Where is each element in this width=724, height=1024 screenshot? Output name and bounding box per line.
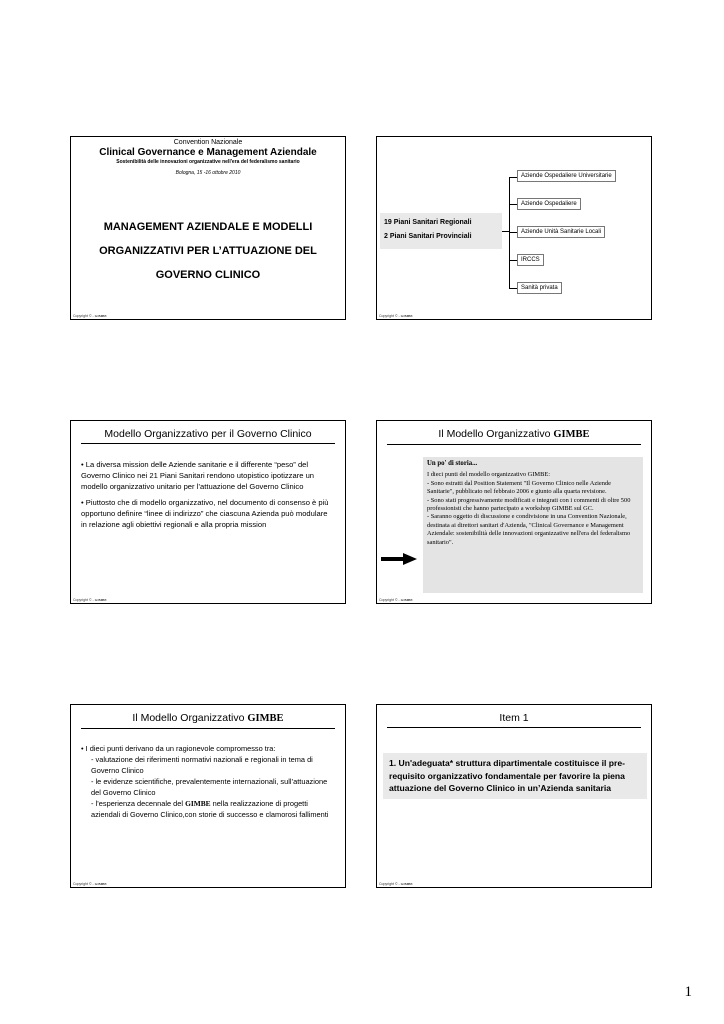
copyright: Copyright © - GIMBE — [379, 598, 413, 602]
connector-line — [502, 231, 509, 232]
copyright: Copyright © - GIMBE — [73, 314, 107, 318]
convention-label: Convention Nazionale — [173, 139, 243, 146]
copyright: Copyright © - GIMBE — [379, 314, 413, 318]
slide-2 — [376, 136, 652, 320]
history-box — [423, 457, 643, 593]
copyright: Copyright © - GIMBE — [73, 598, 107, 602]
slide-1 — [70, 136, 346, 320]
convention-title: Clinical Governance e Management Aziendale — [99, 147, 317, 158]
item-1-box: 1. Un'adeguata* struttura dipartimentale costituisce il pre-requisito organizzativo fondamentale per favorire la piena attuazione del Governo Clinico in un’Azienda sanitaria — [383, 753, 647, 799]
intro-text: • I dieci punti derivano da un ragionevole compromesso tra: — [81, 744, 276, 753]
convention-subtitle: Sostenibilità delle innovazioni organizzative nell'era del federalismo sanitario — [116, 159, 300, 165]
arrow-right-icon — [381, 553, 417, 565]
slide-1-header — [71, 139, 345, 177]
convention-date: Bologna, 15 -16 ottobre 2010 — [175, 170, 241, 176]
connector-line — [509, 177, 510, 289]
copyright: Copyright © - GIMBE — [379, 882, 413, 886]
box-sanita-privata: Sanità privata — [517, 282, 562, 294]
slide-3-body — [81, 459, 333, 535]
page-number: 1 — [684, 984, 692, 1000]
list-item: - le evidenze scientifiche, prevalentemente internazionali, sull’attuazione del Governo Clinico — [91, 777, 328, 797]
slide-5 — [70, 704, 346, 888]
slide-6 — [376, 704, 652, 888]
list-item: - l’esperienza decennale del GIMBE nella realizzazione di progetti aziendali di Governo Clinico,con storie di successo e clamorosi fallimenti — [91, 799, 329, 819]
slide-1-main-title — [71, 215, 345, 287]
main-title-line: ORGANIZZATIVI PER L’ATTUAZIONE DEL — [99, 245, 317, 257]
slide-3-title: Modello Organizzativo per il Governo Clinico — [81, 427, 335, 444]
slide-3 — [70, 420, 346, 604]
slide-4 — [376, 420, 652, 604]
connector-line — [509, 204, 517, 205]
slide-5-title: Il Modello Organizzativo GIMBE — [81, 711, 335, 729]
slide-6-title: Item 1 — [387, 711, 641, 728]
copyright: Copyright © - GIMBE — [73, 882, 107, 886]
box-irccs: IRCCS — [517, 254, 544, 266]
connector-line — [509, 177, 517, 178]
connector-line — [509, 232, 517, 233]
connector-line — [509, 260, 517, 261]
box-aziende-ospedaliere: Aziende Ospedaliere — [517, 198, 581, 210]
history-line: - Saranno oggetto di discussione e condivisione in una Convention Nazionale, destinata ai direttori sanitari d'Azienda, "Clinical Governance e Management Aziendale: sostenibilità delle innovazioni organizzative nell'era del federalismo sanitario". — [427, 513, 631, 546]
piani-sanitari-box — [380, 213, 502, 249]
connector-line — [509, 288, 517, 289]
box-aziende-usl: Aziende Unità Sanitarie Locali — [517, 226, 605, 238]
history-heading: Un po' di storia... — [427, 460, 478, 467]
main-title-line: GOVERNO CLINICO — [155, 269, 261, 281]
history-line: - Sono estratti dal Position Statement "Il Governo Clinico nelle Aziende Sanitarie", pubblicato nel febbraio 2006 e giunto alla quarta revisione. — [427, 479, 611, 496]
history-line: - Sono stati progressivamente modificati e integrati con i commenti di oltre 500 professionisti che hanno partecipato a workshop GIMBE sul GC. — [427, 496, 631, 513]
piani-regionali: 19 Piani Sanitari Regionali — [384, 219, 472, 226]
bullet-text: • La diversa mission delle Aziende sanitarie e il differente “peso” del Governo Clinico nei 21 Piani Sanitari rendono utopistico ipotizzare un modello organizzativo unitario per l’attuazione del Governo Clinico — [81, 460, 315, 491]
history-line: I dieci punti del modello organizzativo GIMBE: — [427, 471, 551, 479]
slide-5-body — [81, 743, 337, 820]
piani-provinciali: 2 Piani Sanitari Provinciali — [384, 233, 472, 240]
bullet-text: • Piuttosto che di modello organizzativo, nel documento di consenso è più opportuno definire “linee di indirizzo” che ciascuna Azienda può modulare in relazione agli obiettivi regionali e alla propria mission — [81, 498, 329, 529]
slide-4-title: Il Modello Organizzativo GIMBE — [387, 427, 641, 445]
box-aziende-ospedaliere-universitarie: Aziende Ospedaliere Universitarie — [517, 170, 616, 182]
list-item: - valutazione dei riferimenti normativi nazionali e regionali in tema di Governo Clinico — [91, 755, 313, 775]
main-title-line: MANAGEMENT AZIENDALE E MODELLI — [103, 221, 313, 233]
